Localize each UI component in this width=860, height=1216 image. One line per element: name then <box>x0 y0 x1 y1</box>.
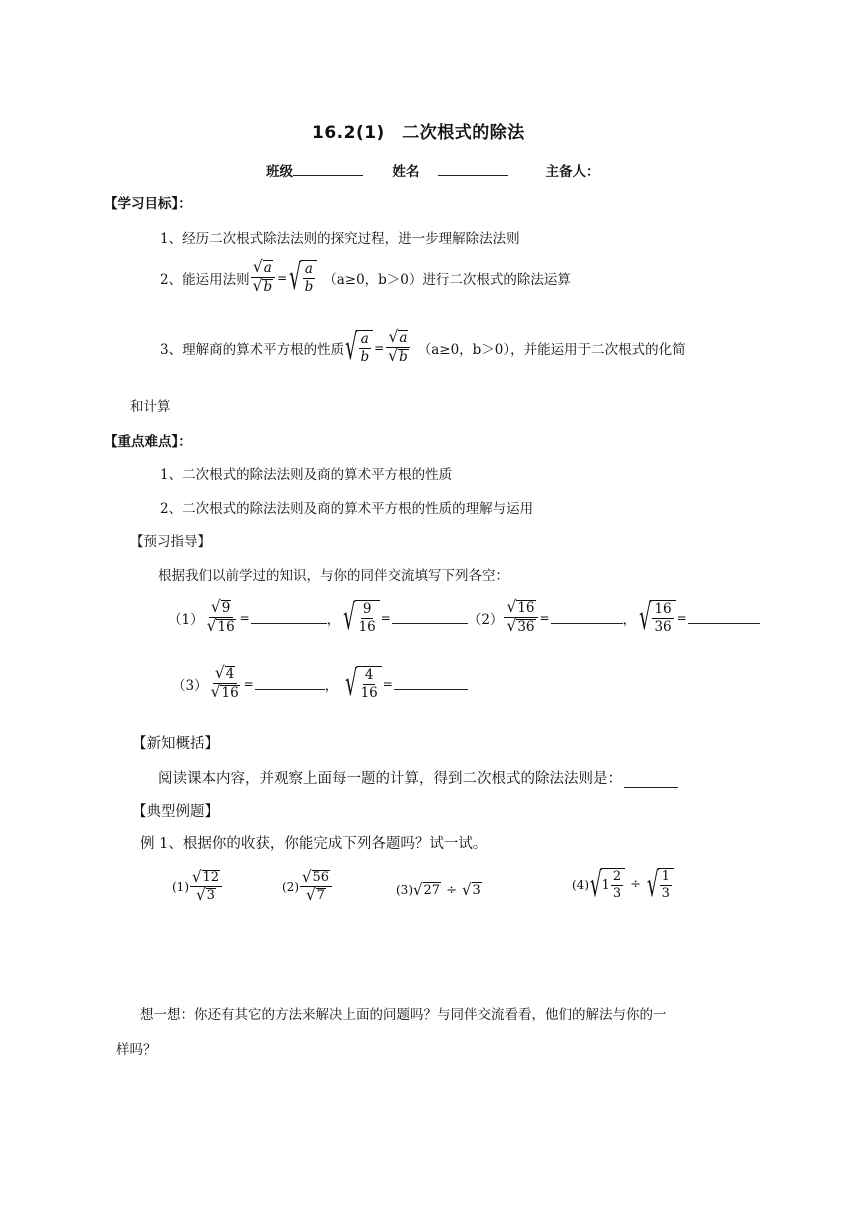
examples-heading: 【典型例题】 <box>132 804 219 820</box>
newknowledge-heading: 【新知概括】 <box>132 736 219 752</box>
think-line-2: 样吗？ <box>116 1042 157 1058</box>
think-line-1: 想一想：你还有其它的方法来解决上面的问题吗？与同伴交流看看，他们的解法与你的一 <box>140 1007 667 1023</box>
item-label: （1） <box>168 611 204 628</box>
objective-3-continuation: 和计算 <box>130 399 171 415</box>
answer-blank[interactable] <box>251 623 327 624</box>
class-label: 班级 <box>266 164 293 180</box>
answer-blank[interactable] <box>551 623 623 624</box>
quotient-root-formula: √ $\frac{a}{b}$ = √ a √ b <box>344 330 412 365</box>
keypoint-1: 1、二次根式的除法法则及商的算术平方根的性质 <box>160 467 453 483</box>
item-label: （2） <box>467 611 504 628</box>
name-blank[interactable] <box>438 161 508 176</box>
objectives-heading: 【学习目标】： <box>104 196 192 212</box>
newknowledge-line <box>158 767 678 788</box>
objective-3 <box>160 327 686 368</box>
objective-1: 1、经历二次根式除法法则的探究过程，进一步理解除法法则 <box>160 231 520 247</box>
fraction: √ a √ b <box>251 260 276 295</box>
example-item-3: (3) √ 27 ÷ √ 3 <box>396 880 481 900</box>
name-label: 姓名 <box>392 164 420 180</box>
preview-row-2: （3） √ 4 √ 16 = ， √ $\frac{4}{16}$ = <box>172 666 468 701</box>
header-line <box>266 160 600 180</box>
preparer-label: 主备人： <box>545 164 600 180</box>
preview-row-1: （1） √ 9 √ 16 = ， √ $\frac{9}{16}$ = （2） √ 16 √ 36 = ， √ $\frac{16}{36}$ = <box>168 600 760 635</box>
preview-intro: 根据我们以前学过的知识，与你的同伴交流填写下列各空： <box>158 568 509 584</box>
example-1: 例 1、根据你的收获，你能完成下列各题吗？试一试。 <box>140 836 488 852</box>
answer-blank[interactable] <box>255 689 325 690</box>
example-item-2: (2) √ 56 √ 7 <box>282 870 333 904</box>
objective-2-suffix: （a≥0，b＞0）进行二次根式的除法运算 <box>323 271 571 288</box>
rule-answer-blank[interactable] <box>624 773 678 788</box>
newknowledge-text: 阅读课本内容，并观察上面每一题的计算，得到二次根式的除法法则是： <box>158 771 622 787</box>
item-label: （3） <box>172 677 208 694</box>
example-item-4: (4) √ 1 $\frac{2}{3}$ ÷ √ $\frac{1}{3}$ <box>572 868 674 902</box>
page-title: 16.2(1) 二次根式的除法 <box>312 123 525 143</box>
objective-2-prefix: 2、能运用法则 <box>160 271 250 288</box>
answer-blank[interactable] <box>394 689 468 690</box>
class-blank[interactable] <box>293 161 363 176</box>
example-item-1: (1) √ 12 √ 3 <box>172 870 223 904</box>
preview-heading: 【预习指导】 <box>130 534 211 550</box>
objective-2 <box>160 257 571 298</box>
answer-blank[interactable] <box>688 623 760 624</box>
keypoints-heading: 【重点难点】： <box>104 434 192 450</box>
objective-3-suffix: （a≥0，b＞0），并能运用于二次根式的化简 <box>417 341 686 358</box>
answer-blank[interactable] <box>392 623 468 624</box>
division-rule-formula: √ a √ b = √ $\frac{a}{b}$ <box>250 260 318 295</box>
keypoint-2: 2、二次根式的除法法则及商的算术平方根的性质的理解与运用 <box>160 501 534 517</box>
objective-3-prefix: 3、理解商的算术平方根的性质 <box>160 341 345 358</box>
